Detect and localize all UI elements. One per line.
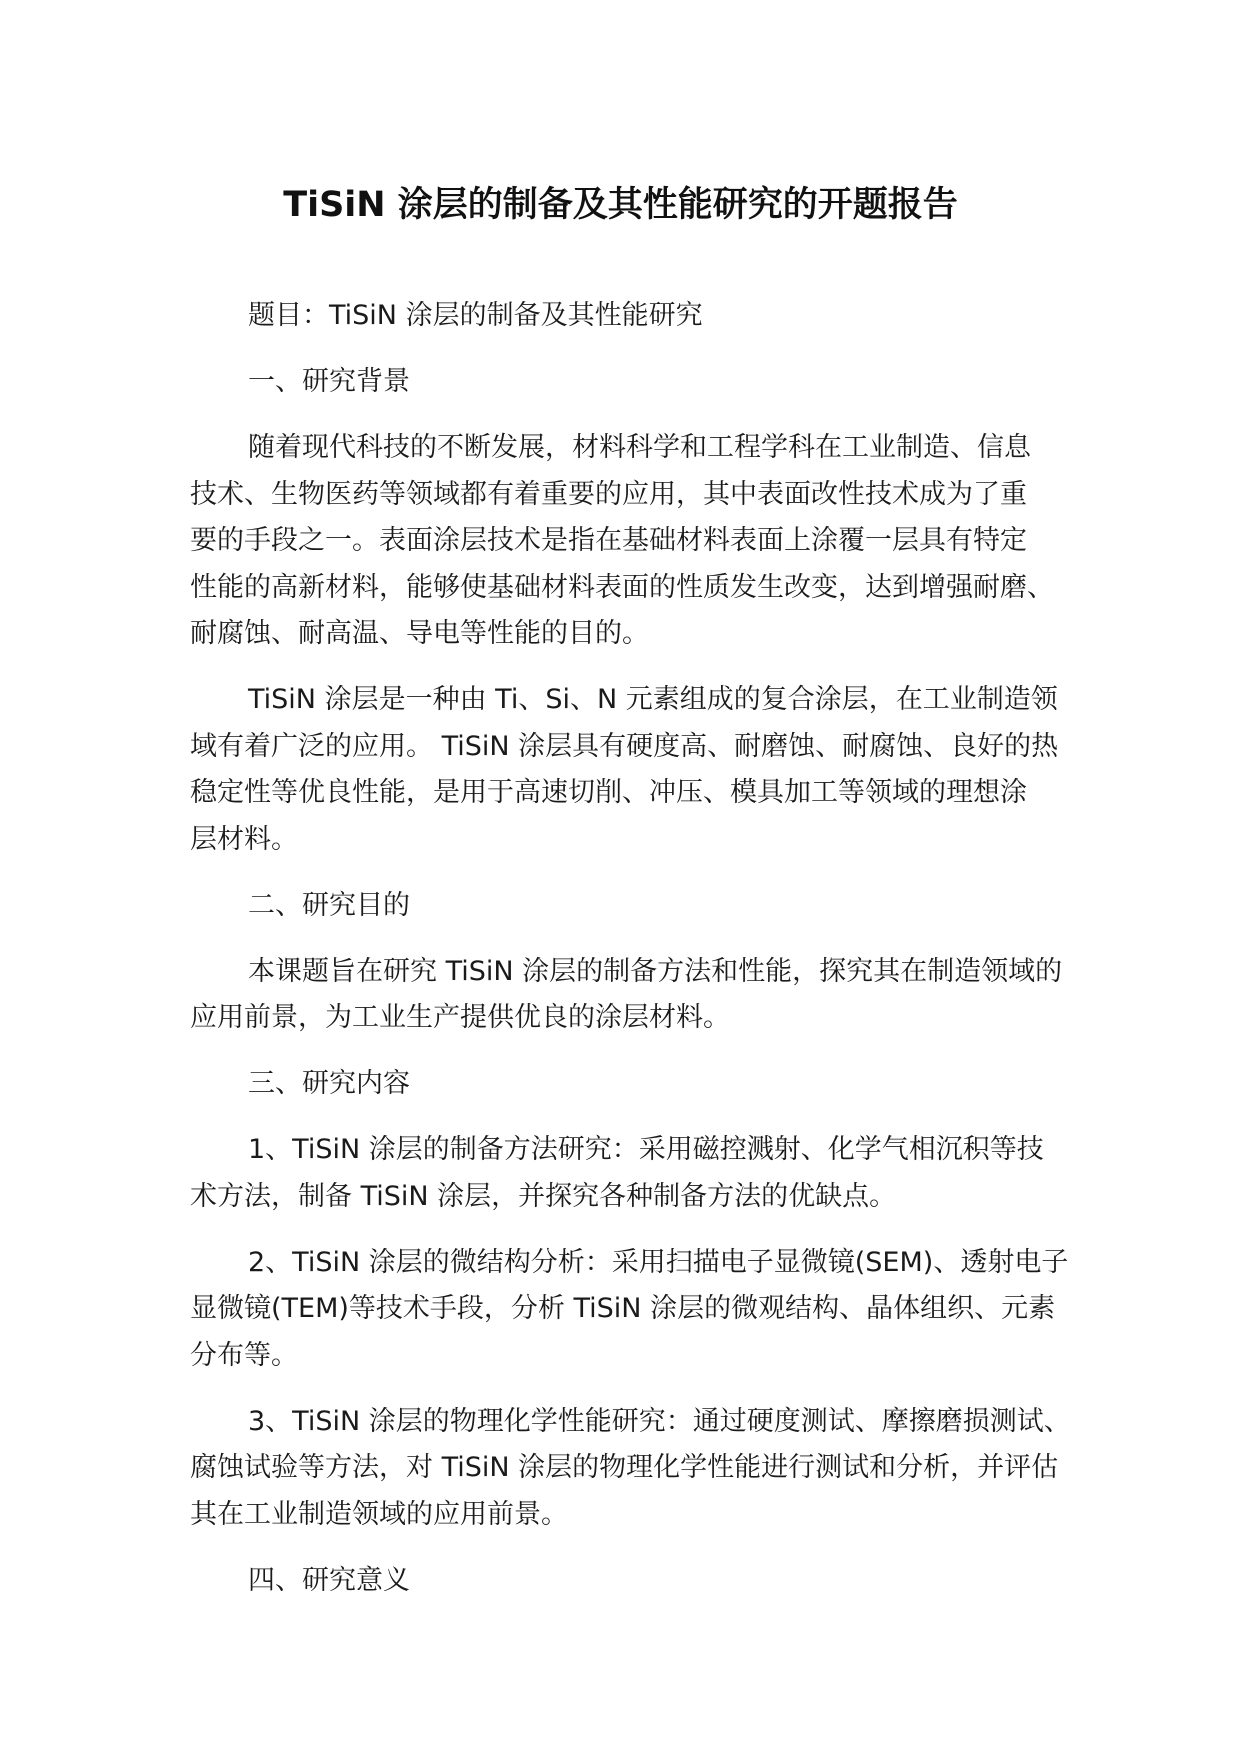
document-body bbox=[190, 293, 1070, 1624]
text-line: 随着现代科技的不断发展，材料科学和工程学科在工业制造、信息 bbox=[248, 432, 1031, 463]
paragraph bbox=[190, 949, 1070, 1042]
text-line: 要的手段之一。表面涂层技术是指在基础材料表面上涂覆一层具有特定 bbox=[190, 525, 1027, 556]
text-line: 域有着广泛的应用。 TiSiN 涂层具有硬度高、耐磨蚀、耐腐蚀、良好的热 bbox=[190, 730, 1059, 762]
text-line: 稳定性等优良性能，是用于高速切削、冲压、模具加工等领域的理想涂 bbox=[190, 777, 1027, 808]
text-line: 一、研究背景 bbox=[248, 366, 410, 397]
paragraph bbox=[190, 677, 1070, 863]
paragraph bbox=[190, 1127, 1070, 1220]
text-line: 性能的高新材料，能够使基础材料表面的性质发生改变，达到增强耐磨、 bbox=[190, 571, 1054, 603]
text-line: TiSiN 涂层是一种由 Ti、Si、N 元素组成的复合涂层，在工业制造领 bbox=[248, 684, 1058, 715]
document-title: TiSiN 涂层的制备及其性能研究的开题报告 bbox=[283, 185, 958, 225]
text-line: 二、研究目的 bbox=[248, 889, 410, 921]
paragraph bbox=[190, 359, 1070, 406]
paragraph bbox=[190, 293, 1070, 340]
text-line: 显微镜(TEM)等技术手段，分析 TiSiN 涂层的微观结构、晶体组织、元素 bbox=[190, 1293, 1056, 1324]
text-line: 四、研究意义 bbox=[248, 1564, 410, 1596]
paragraph bbox=[190, 1558, 1070, 1605]
text-line: 应用前景，为工业生产提供优良的涂层材料。 bbox=[190, 1002, 730, 1033]
text-line: 术方法，制备 TiSiN 涂层，并探究各种制备方法的优缺点。 bbox=[190, 1180, 897, 1212]
text-line: 层材料。 bbox=[190, 823, 298, 855]
text-line: 本课题旨在研究 TiSiN 涂层的制备方法和性能，探究其在制造领域的 bbox=[248, 955, 1063, 987]
text-line: 分布等。 bbox=[190, 1339, 298, 1371]
text-line: 耐腐蚀、耐高温、导电等性能的目的。 bbox=[190, 618, 649, 649]
paragraph bbox=[190, 425, 1070, 658]
text-line: 其在工业制造领域的应用前景。 bbox=[190, 1498, 568, 1530]
paragraph bbox=[190, 1399, 1070, 1539]
text-line: 题目：TiSiN 涂层的制备及其性能研究 bbox=[248, 300, 703, 331]
text-line: 3、TiSiN 涂层的物理化学性能研究：通过硬度测试、摩擦磨损测试、 bbox=[248, 1405, 1071, 1437]
paragraph bbox=[190, 883, 1070, 930]
text-line: 三、研究内容 bbox=[248, 1068, 410, 1099]
paragraph bbox=[190, 1240, 1070, 1380]
paragraph bbox=[190, 1061, 1070, 1108]
text-line: 1、TiSiN 涂层的制备方法研究：采用磁控溅射、化学气相沉积等技 bbox=[248, 1134, 1044, 1165]
text-line: 腐蚀试验等方法，对 TiSiN 涂层的物理化学性能进行测试和分析，并评估 bbox=[190, 1452, 1059, 1483]
text-line: 技术、生物医药等领域都有着重要的应用，其中表面改性技术成为了重 bbox=[190, 478, 1027, 510]
text-line: 2、TiSiN 涂层的微结构分析：采用扫描电子显微镜(SEM)、透射电子 bbox=[248, 1246, 1069, 1278]
